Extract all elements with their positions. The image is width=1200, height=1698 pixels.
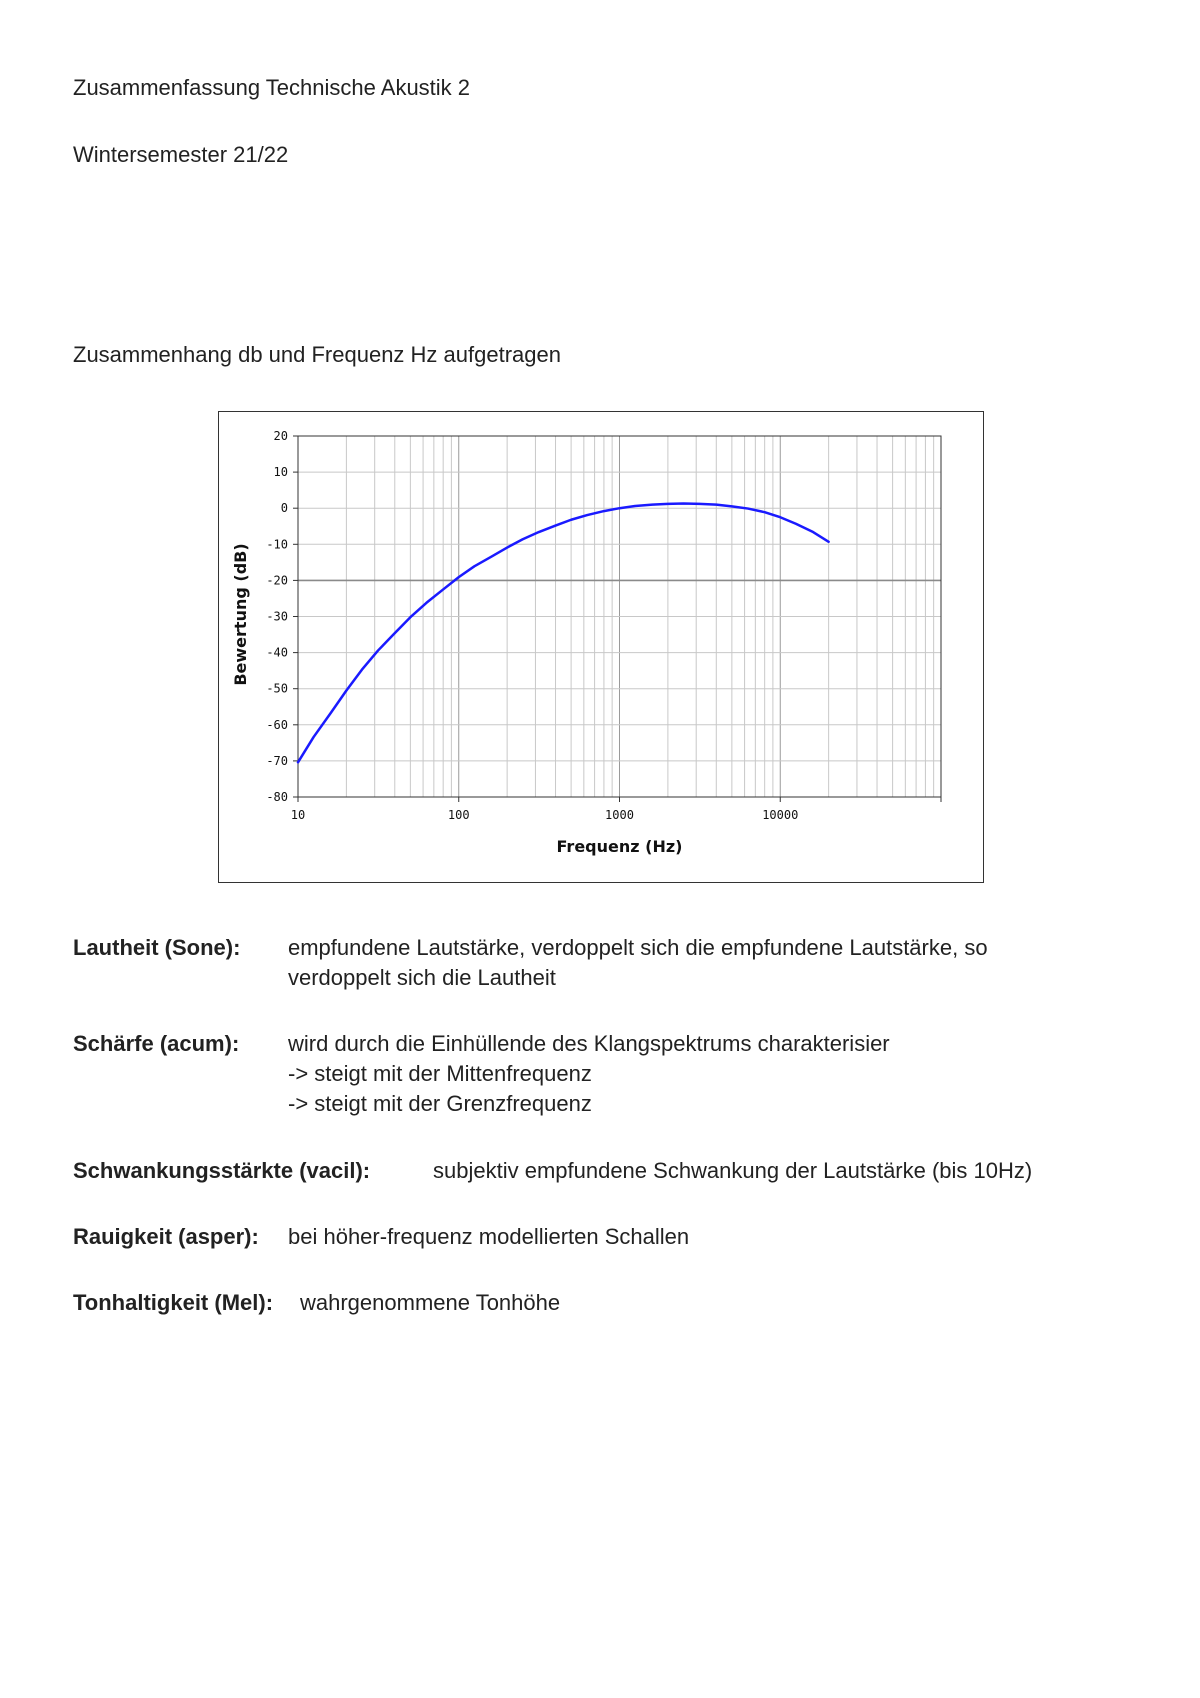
definition-line: bei höher-frequenz modellierten Schallen [288,1224,690,1249]
y-tick-label: 20 [273,429,288,443]
definition-description [433,1156,1032,1186]
y-tick-label: 10 [273,465,288,480]
y-tick-label: -60 [266,717,288,732]
definition-description [288,1222,689,1252]
definition-term: Lautheit (Sone): [73,935,241,960]
definition-term: Schwankungsstärkte (vacil): [73,1158,371,1183]
y-tick-label: -10 [266,537,288,552]
definition-description [300,1288,560,1318]
definition-line: -> steigt mit der Grenzfrequenz [288,1091,592,1116]
definition-term: Schärfe (acum): [73,1031,240,1056]
x-tick-label: 1000 [605,808,634,822]
definition-term: Tonhaltigkeit (Mel): [73,1290,274,1315]
x-tick-label: 100 [447,808,470,822]
x-tick-labels [291,808,799,822]
definition-line: empfundene Lautstärke, verdoppelt sich die empfundene Lautstärke, so [288,935,988,960]
document-semester: Wintersemester 21/22 [73,142,289,167]
document-title: Zusammenfassung Technische Akustik 2 [73,75,471,100]
y-axis-title: Bewertung (dB) [231,543,250,686]
definition-line: wird durch die Einhüllende des Klangspektrums charakterisier [288,1031,890,1056]
chart-caption: Zusammenhang db und Frequenz Hz aufgetragen [73,342,561,367]
definition-line: verdoppelt sich die Lautheit [288,965,556,990]
chart-grid [298,436,941,797]
definition-line: wahrgenommene Tonhöhe [300,1290,561,1315]
y-tick-label: -70 [266,753,288,768]
definition-description [288,1029,890,1119]
y-tick-label: -20 [266,573,288,588]
chart-frame [218,411,984,883]
definition-term: Rauigkeit (asper): [73,1224,259,1249]
y-tick-label: -40 [266,645,288,660]
y-tick-label: -80 [266,790,288,804]
y-tick-label: -30 [266,609,288,624]
x-tick-label: 10 [290,808,306,822]
definition-line: subjektiv empfundene Schwankung der Lautstärke (bis 10Hz) [433,1158,1033,1183]
x-axis-title: Frequenz (Hz) [556,837,683,856]
x-tick-label: 10000 [762,808,799,822]
y-tick-label: 0 [280,501,288,516]
weighting-chart [219,412,983,882]
definition-line: -> steigt mit der Mittenfrequenz [288,1061,592,1086]
definition-description [288,933,988,993]
y-tick-label: -50 [266,681,288,696]
y-tick-labels [266,429,288,804]
